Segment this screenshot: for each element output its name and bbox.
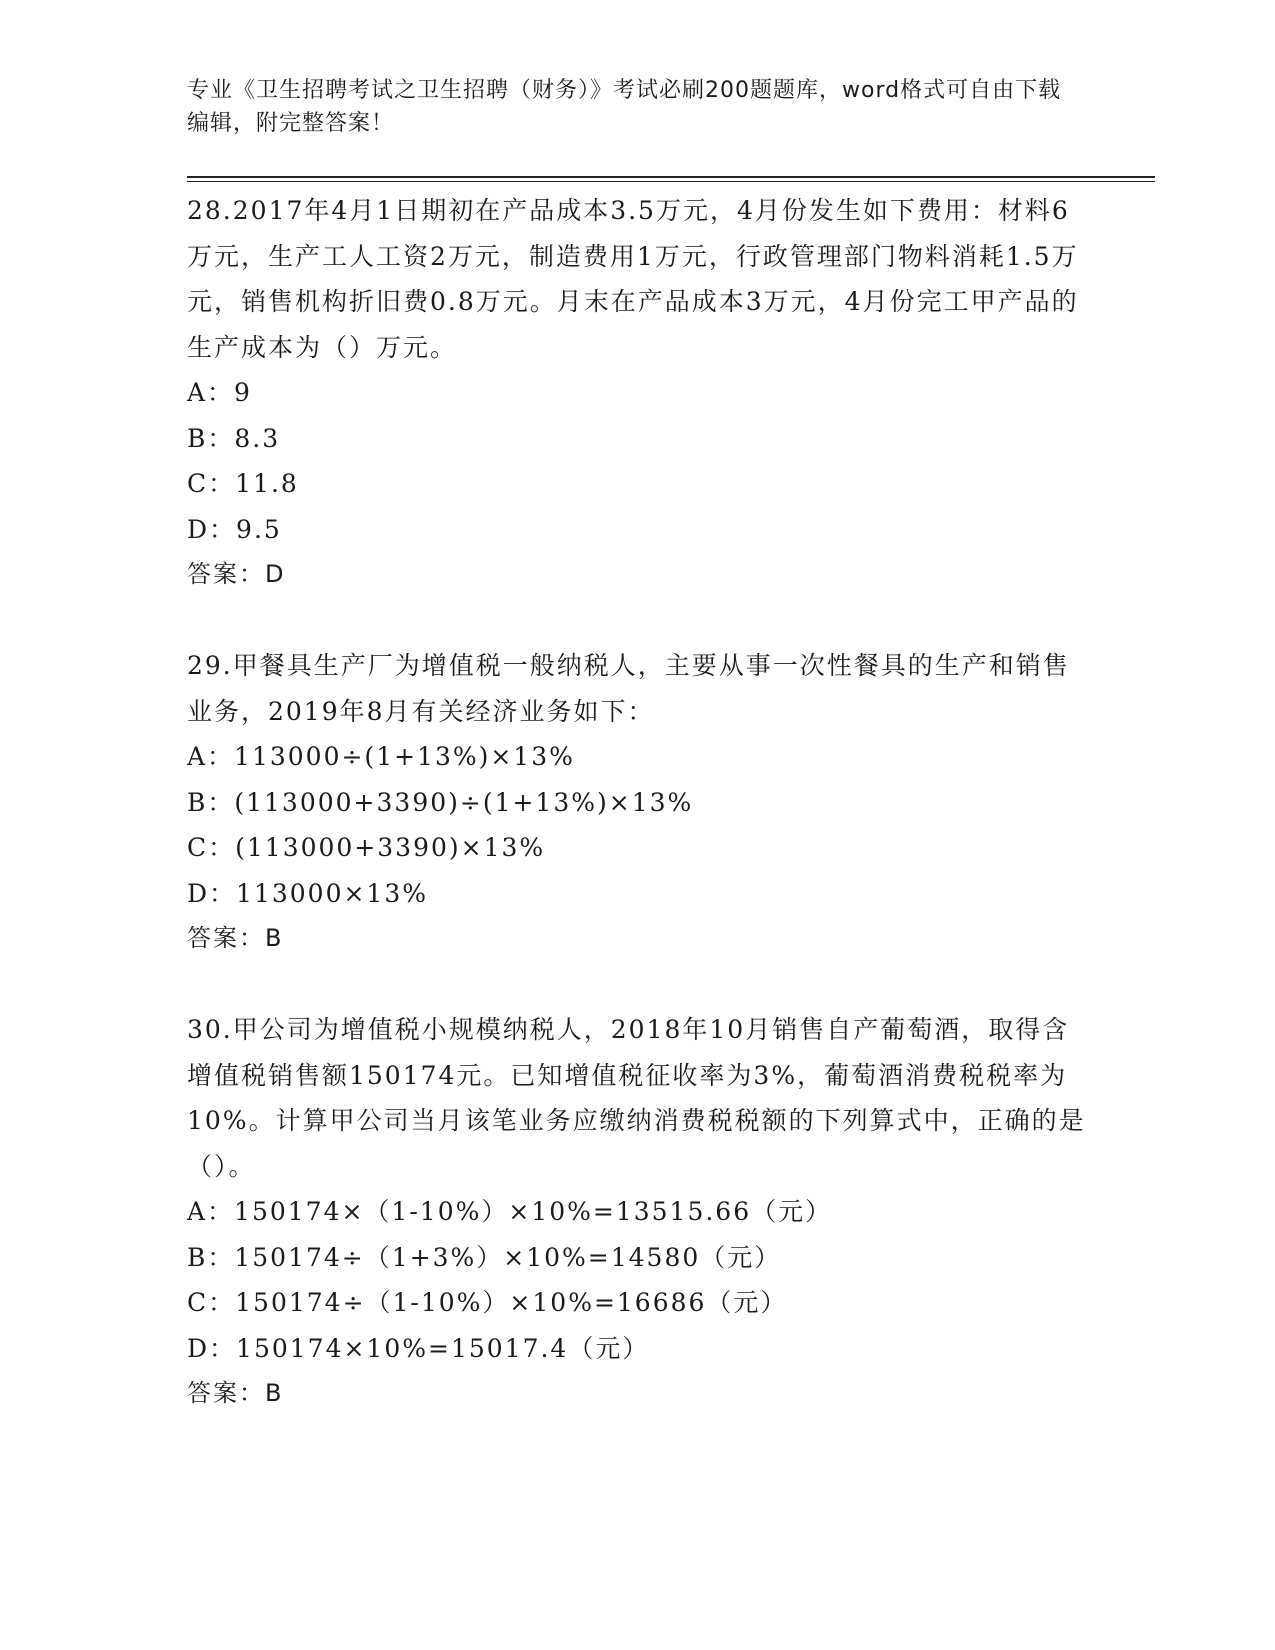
option-a: A：150174×（1-10%）×10%=13515.66（元） [187,1197,833,1226]
option-a: A：9 [187,378,252,407]
document-header: 专业《卫生招聘考试之卫生招聘（财务）》考试必刷200题题库，word格式可自由下载编辑，附完整答案！ [187,78,1062,136]
option-c: C：(113000+3390)×13% [187,833,546,862]
option-d: D：150174×10%=15017.4（元） [187,1333,650,1363]
option-c: C：11.8 [187,469,299,498]
answer-line: 答案：B [187,1379,284,1407]
header-divider-thin [187,181,1155,182]
option-c: C：150174÷（1-10%）×10%=16686（元） [187,1288,788,1317]
question-stem: 29.甲餐具生产厂为增值税一般纳税人，主要从事一次性餐具的生产和销售业务，2019年8月有关经济业务如下： [187,651,1070,726]
answer-line: 答案：B [187,924,284,952]
answer-line: 答案：D [187,560,286,588]
question-29 [187,643,1087,962]
option-b: B：8.3 [187,423,281,453]
option-a: A：113000÷(1+13%)×13% [187,742,575,771]
question-stem: 30.甲公司为增值税小规模纳税人，2018年10月销售自产葡萄酒，取得含增值税销售额150174元。已知增值税征收率为3%，葡萄酒消费税税率为10%。计算甲公司当月该笔业务应缴纳消费税税额的下列算式中，正确的是（）。 [187,1015,1086,1181]
question-stem: 28.2017年4月1日期初在产品成本3.5万元，4月份发生如下费用：材料6万元，生产工人工资2万元，制造费用1万元，行政管理部门物料消耗1.5万元，销售机构折旧费0.8万元。月末在产品成本3万元，4月份完工甲产品的生产成本为（）万元。 [187,196,1079,362]
option-b: B：150174÷（1+3%）×10%=14580（元） [187,1242,782,1272]
header-divider-thick [187,176,1155,178]
question-28 [187,188,1087,598]
option-b: B：(113000+3390)÷(1+13%)×13% [187,787,694,817]
option-d: D：113000×13% [187,878,428,908]
option-d: D：9.5 [187,514,282,544]
question-30 [187,1007,1087,1417]
